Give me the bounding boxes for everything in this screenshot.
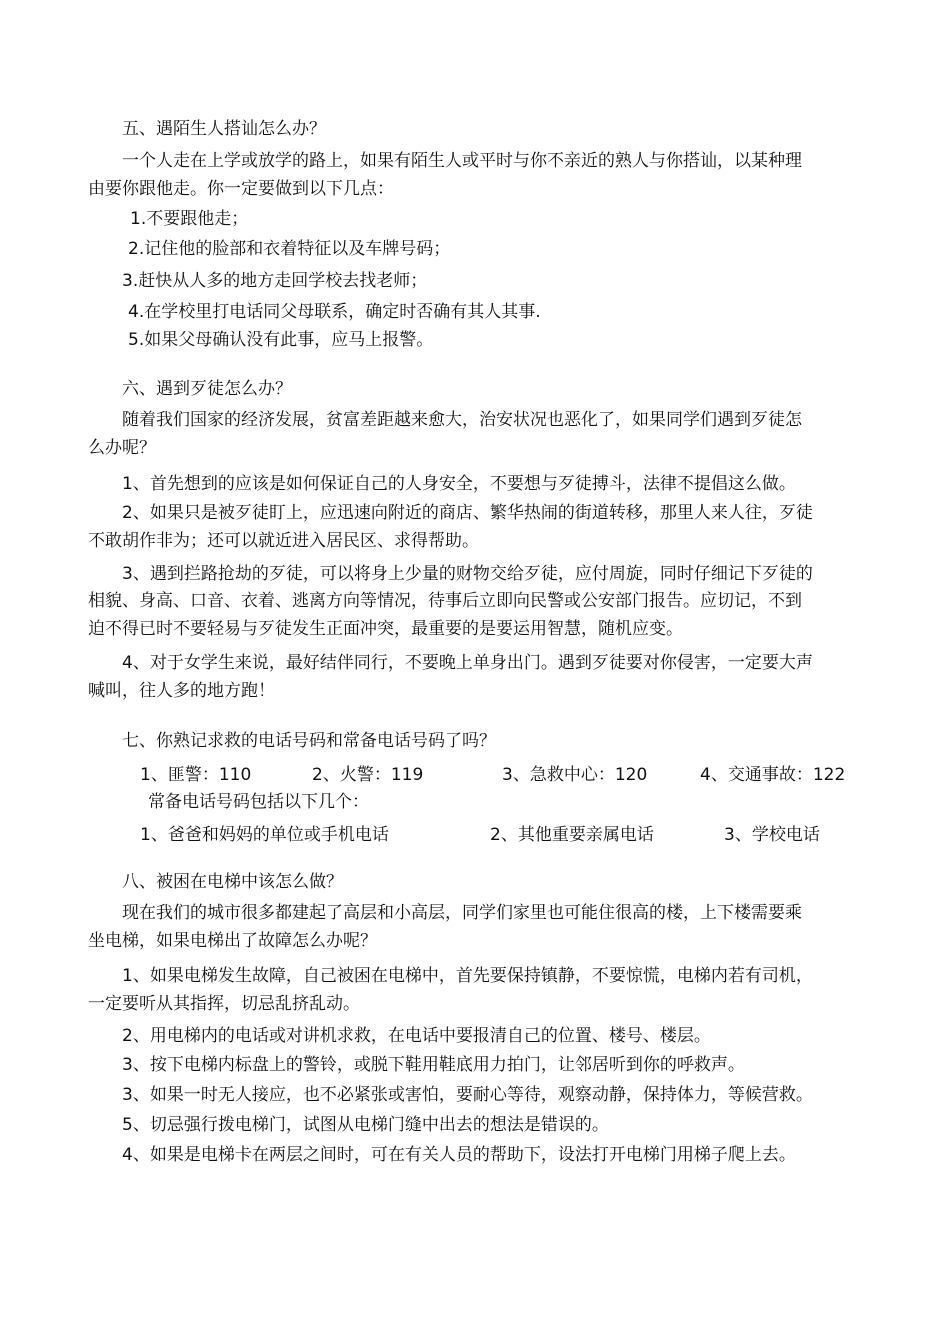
- section-6-point-3-line2: 相貌、身高、口音、衣着、逃离方向等情况，待事后立即向民警或公安部门报告。应切记，不到: [88, 591, 802, 611]
- section-6-title: 六、遇到歹徒怎么办？: [122, 379, 292, 399]
- section-5-item-4: 4.在学校里打电话同父母联系，确定时否确有其人其事.: [128, 302, 541, 322]
- section-6-point-2-line2: 不敢胡作非为；还可以就近进入居民区、求得帮助。: [88, 531, 479, 551]
- section-7-title: 七、你熟记求救的电话号码和常备电话号码了吗？: [122, 731, 496, 751]
- section-5-item-5: 5.如果父母确认没有此事，应马上报警。: [128, 330, 434, 350]
- section-8-point-3: 3、按下电梯内标盘上的警铃，或脱下鞋用鞋底用力拍门，让邻居听到你的呼救声。: [122, 1055, 745, 1075]
- section-8-point-2: 2、用电梯内的电话或对讲机求救，在电话中要报清自己的位置、楼号、楼层。: [122, 1026, 711, 1046]
- section-6-point-3-line1: 3、遇到拦路抢劫的歹徒，可以将身上少量的财物交给歹徒，应付周旋，同时仔细记下歹徒的: [122, 564, 813, 584]
- emergency-number-ambulance: 3、急救中心：120: [502, 765, 648, 785]
- emergency-number-fire: 2、火警：119: [312, 765, 424, 785]
- section-5-item-3: 3.赶快从人多的地方走回学校去找老师；: [122, 271, 428, 291]
- section-6-point-1: 1、首先想到的应该是如何保证自己的人身安全，不要想与歹徒搏斗，法律不提倡这么做。: [122, 474, 796, 494]
- section-8-point-4: 3、如果一时无人接应，也不必紧张或害怕，要耐心等待，观察动静，保持体力，等候营救。: [122, 1085, 813, 1105]
- common-number-school: 3、学校电话: [724, 825, 820, 845]
- section-6-point-4-line2: 喊叫，往人多的地方跑！: [88, 681, 275, 701]
- section-8-point-1-line1: 1、如果电梯发生故障，自己被困在电梯中，首先要保持镇静，不要惊慌，电梯内若有司机，: [122, 966, 813, 986]
- section-8-point-1-line2: 一定要听从其指挥，切忌乱挤乱动。: [88, 994, 360, 1014]
- section-8-title: 八、被困在电梯中该怎么做？: [122, 872, 343, 892]
- section-5-title: 五、遇陌生人搭讪怎么办？: [122, 119, 326, 139]
- section-6-intro-line1: 随着我们国家的经济发展，贫富差距越来愈大，治安状况也恶化了，如果同学们遇到歹徒怎: [122, 410, 802, 430]
- emergency-number-traffic: 4、交通事故：122: [700, 765, 846, 785]
- section-5-item-1: 1.不要跟他走；: [130, 209, 249, 229]
- section-8-point-6: 4、如果是电梯卡在两层之间时，可在有关人员的帮助下，设法打开电梯门用梯子爬上去。: [122, 1145, 796, 1165]
- section-5-intro-line1: 一个人走在上学或放学的路上，如果有陌生人或平时与你不亲近的熟人与你搭讪，以某种理: [122, 151, 802, 171]
- section-8-intro-line2: 坐电梯，如果电梯出了故障怎么办呢？: [88, 931, 377, 951]
- section-6-point-2-line1: 2、如果只是被歹徒盯上，应迅速向附近的商店、繁华热闹的街道转移，那里人来人往，歹徒: [122, 503, 813, 523]
- section-8-intro-line1: 现在我们的城市很多都建起了高层和小高层，同学们家里也可能住很高的楼，上下楼需要乘: [122, 903, 802, 923]
- common-numbers-intro: 常备电话号码包括以下几个：: [148, 792, 369, 812]
- section-5-item-2: 2.记住他的脸部和衣着特征以及车牌号码；: [128, 239, 451, 259]
- section-5-intro-line2: 由要你跟他走。你一定要做到以下几点：: [88, 179, 394, 199]
- common-number-relatives: 2、其他重要亲属电话: [490, 825, 654, 845]
- section-6-point-4-line1: 4、对于女学生来说，最好结伴同行，不要晚上单身出门。遇到歹徒要对你侵害，一定要大声: [122, 653, 813, 673]
- section-6-intro-line2: 么办呢？: [88, 438, 156, 458]
- section-8-point-5: 5、切忌强行拨电梯门，试图从电梯门缝中出去的想法是错误的。: [122, 1115, 609, 1135]
- section-6-point-3-line3: 迫不得已时不要轻易与歹徒发生正面冲突，最重要的是要运用智慧，随机应变。: [88, 619, 683, 639]
- emergency-number-police: 1、匪警：110: [140, 765, 252, 785]
- common-number-parents: 1、爸爸和妈妈的单位或手机电话: [140, 825, 389, 845]
